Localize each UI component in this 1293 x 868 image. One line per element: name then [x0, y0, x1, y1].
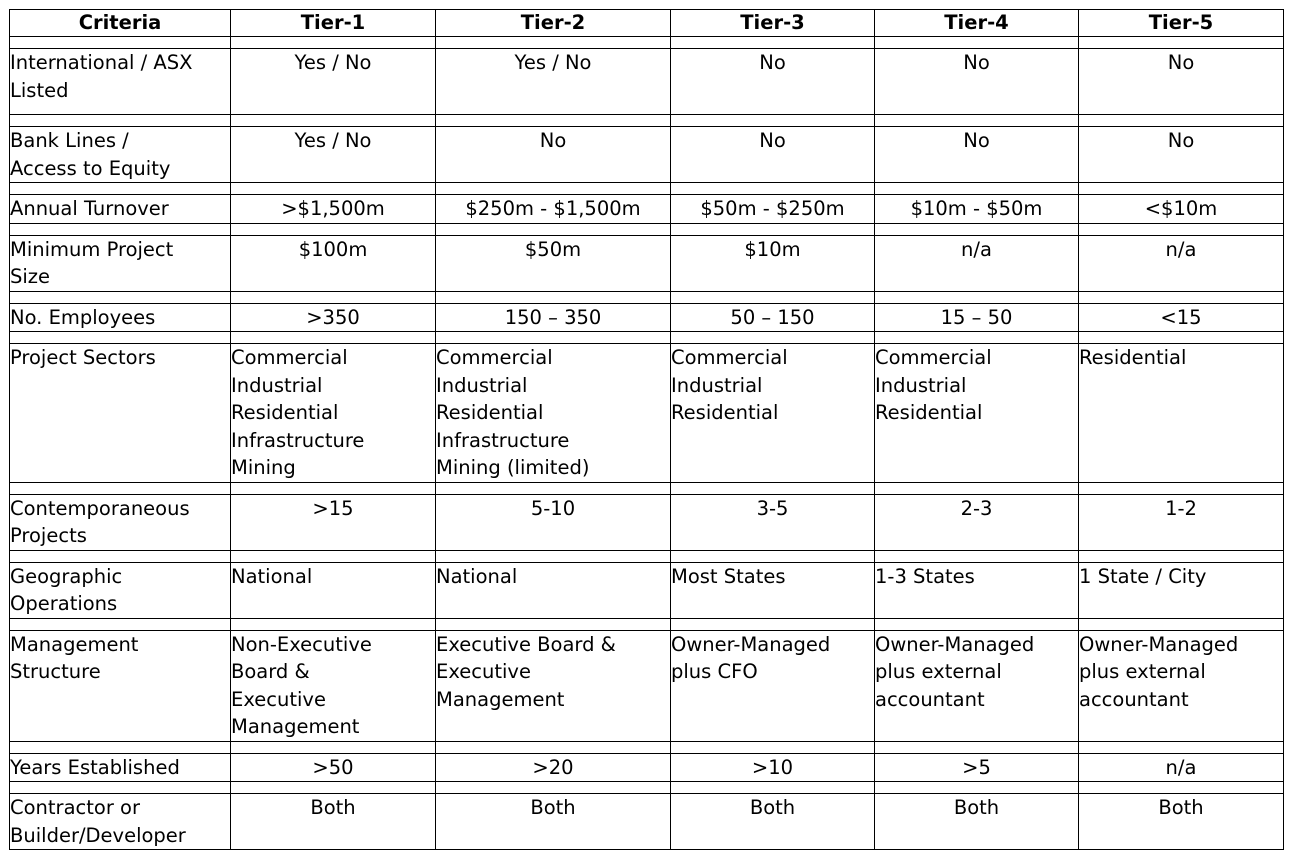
tier-criteria-table [9, 9, 1284, 850]
cell-line: Owner-Managed [671, 632, 831, 656]
criteria-line: Structure [10, 660, 101, 683]
spacer-cell [231, 115, 436, 127]
criteria-line: Contemporaneous [10, 496, 190, 520]
criteria-line: Bank Lines / [10, 129, 129, 152]
tier-5-cell [1079, 794, 1284, 850]
tier-5-cell [1079, 753, 1284, 782]
tier-3-cell [671, 494, 875, 550]
spacer-cell [231, 550, 436, 562]
cell-line: Yes / No [294, 129, 372, 152]
spacer-cell [671, 37, 875, 49]
cell-line: 2-3 [960, 496, 993, 520]
cell-line: Commercial [436, 346, 553, 369]
header-tier-1: Tier-1 [231, 10, 436, 37]
tier-5-cell [1079, 630, 1284, 741]
tier-4-cell [875, 344, 1079, 483]
spacer-cell [436, 37, 671, 49]
cell-line: 1-3 States [875, 564, 975, 588]
cell-line: 3-5 [756, 496, 789, 520]
tier-2-cell [436, 630, 671, 741]
cell-line: plus external [875, 660, 1002, 683]
spacer-cell [231, 782, 436, 794]
cell-line: Both [530, 796, 576, 819]
tier-1-cell [231, 127, 436, 183]
cell-line: <15 [1160, 305, 1202, 329]
criteria-cell [10, 303, 231, 332]
cell-line: Commercial [875, 346, 992, 369]
spacer-cell [436, 618, 671, 630]
spacer-cell [671, 741, 875, 753]
cell-line: 1-2 [1165, 496, 1197, 520]
tier-2-cell [436, 794, 671, 850]
tier-4-cell [875, 494, 1079, 550]
spacer-row [10, 550, 1284, 562]
tier-3-cell [671, 753, 875, 782]
criteria-cell [10, 630, 231, 741]
tier-2-cell [436, 303, 671, 332]
spacer-cell [436, 115, 671, 127]
cell-line: 1 State / City [1079, 564, 1207, 588]
spacer-cell [10, 223, 231, 235]
spacer-cell [436, 183, 671, 195]
tier-3-cell [671, 344, 875, 483]
tier-4-cell [875, 630, 1079, 741]
spacer-cell [436, 291, 671, 303]
tier-2-cell [436, 494, 671, 550]
spacer-cell [231, 183, 436, 195]
spacer-cell [231, 223, 436, 235]
cell-line: accountant [1079, 687, 1189, 711]
table-row [10, 753, 1284, 782]
spacer-cell [875, 37, 1079, 49]
criteria-cell [10, 562, 231, 618]
tier-3-cell [671, 794, 875, 850]
spacer-cell [671, 550, 875, 562]
spacer-row [10, 183, 1284, 195]
tier-3-cell [671, 49, 875, 115]
cell-line: Both [953, 796, 1000, 819]
criteria-cell [10, 235, 231, 291]
cell-line: n/a [961, 237, 992, 261]
spacer-cell [436, 782, 671, 794]
cell-line: No [1167, 129, 1195, 152]
cell-line: National [231, 564, 313, 588]
cell-line: accountant [875, 687, 985, 711]
spacer-row [10, 618, 1284, 630]
cell-line: 50 – 150 [730, 305, 815, 329]
cell-line: Yes / No [514, 51, 592, 74]
table-row [10, 127, 1284, 183]
spacer-row [10, 291, 1284, 303]
criteria-line: Size [10, 265, 51, 288]
spacer-row [10, 37, 1284, 49]
tier-3-cell [671, 562, 875, 618]
spacer-cell [875, 291, 1079, 303]
tier-5-cell [1079, 49, 1284, 115]
criteria-cell [10, 494, 231, 550]
spacer-cell [10, 183, 231, 195]
criteria-cell [10, 753, 231, 782]
spacer-cell [231, 332, 436, 344]
spacer-cell [10, 332, 231, 344]
tier-5-cell [1079, 303, 1284, 332]
tier-4-cell [875, 195, 1079, 224]
criteria-line: Years Established [10, 755, 180, 779]
criteria-line: Minimum Project [10, 237, 174, 261]
criteria-line: Listed [10, 78, 69, 102]
spacer-cell [875, 550, 1079, 562]
spacer-cell [875, 741, 1079, 753]
tier-1-cell [231, 562, 436, 618]
cell-line: >$1,500m [281, 197, 385, 220]
cell-line: <$10m [1144, 197, 1218, 220]
table-row [10, 303, 1284, 332]
tier-4-cell [875, 235, 1079, 291]
spacer-cell [231, 618, 436, 630]
cell-line: Executive Board & [436, 632, 616, 656]
tier-1-cell [231, 753, 436, 782]
cell-line: Residential [875, 401, 983, 424]
tier-1-cell [231, 49, 436, 115]
cell-line: National [436, 564, 518, 588]
header-tier-5: Tier-5 [1079, 10, 1284, 37]
spacer-cell [231, 291, 436, 303]
spacer-row [10, 223, 1284, 235]
cell-line: Yes / No [294, 51, 372, 74]
tier-2-cell [436, 562, 671, 618]
table-row [10, 562, 1284, 618]
spacer-row [10, 332, 1284, 344]
tier-2-cell [436, 127, 671, 183]
criteria-cell [10, 195, 231, 224]
tier-4-cell [875, 794, 1079, 850]
cell-line: Owner-Managed [875, 632, 1035, 656]
tier-1-cell [231, 235, 436, 291]
cell-line: Industrial [875, 373, 967, 397]
spacer-cell [1079, 37, 1284, 49]
spacer-cell [10, 741, 231, 753]
spacer-row [10, 115, 1284, 127]
header-criteria: Criteria [10, 10, 231, 37]
spacer-cell [10, 782, 231, 794]
spacer-cell [1079, 550, 1284, 562]
cell-line: Both [749, 796, 796, 819]
table-row [10, 794, 1284, 850]
cell-line: Commercial [231, 346, 348, 369]
cell-line: $10m - $50m [910, 197, 1043, 220]
criteria-line: Geographic [10, 564, 123, 588]
cell-line: No [963, 129, 990, 152]
spacer-cell [1079, 741, 1284, 753]
tier-5-cell [1079, 562, 1284, 618]
tier-2-cell [436, 235, 671, 291]
spacer-cell [875, 482, 1079, 494]
tier-1-cell [231, 303, 436, 332]
cell-line: No [539, 129, 567, 152]
spacer-cell [875, 618, 1079, 630]
cell-line: Mining [231, 456, 296, 479]
cell-line: n/a [1165, 237, 1197, 261]
header-tier-3: Tier-3 [671, 10, 875, 37]
criteria-line: Contractor or [10, 796, 140, 819]
cell-line: No [759, 129, 786, 152]
spacer-cell [1079, 183, 1284, 195]
spacer-cell [10, 550, 231, 562]
cell-line: 150 – 350 [504, 305, 602, 329]
cell-line: >10 [751, 755, 794, 779]
spacer-cell [10, 291, 231, 303]
tier-4-cell [875, 49, 1079, 115]
tier-3-cell [671, 127, 875, 183]
tier-4-cell [875, 303, 1079, 332]
spacer-cell [436, 482, 671, 494]
tier-5-cell [1079, 195, 1284, 224]
spacer-cell [671, 291, 875, 303]
cell-line: Infrastructure [436, 428, 570, 452]
header-tier-4: Tier-4 [875, 10, 1079, 37]
tier-4-cell [875, 127, 1079, 183]
table-row [10, 235, 1284, 291]
cell-line: Commercial [671, 346, 788, 369]
criteria-cell [10, 794, 231, 850]
cell-line: >5 [962, 755, 991, 779]
spacer-cell [875, 183, 1079, 195]
cell-line: $10m [744, 237, 801, 261]
cell-line: Infrastructure [231, 428, 365, 452]
tier-4-cell [875, 753, 1079, 782]
cell-line: plus CFO [671, 660, 758, 683]
spacer-cell [231, 37, 436, 49]
spacer-cell [671, 115, 875, 127]
criteria-cell [10, 49, 231, 115]
criteria-cell [10, 344, 231, 483]
spacer-cell [875, 782, 1079, 794]
criteria-line: International / ASX [10, 51, 193, 74]
spacer-cell [671, 482, 875, 494]
spacer-cell [1079, 115, 1284, 127]
tier-5-cell [1079, 235, 1284, 291]
cell-line: Both [1158, 796, 1204, 819]
tier-3-cell [671, 303, 875, 332]
cell-line: >350 [306, 305, 360, 329]
cell-line: Owner-Managed [1079, 632, 1239, 656]
cell-line: Board & [231, 660, 310, 683]
spacer-cell [1079, 223, 1284, 235]
cell-line: >50 [312, 755, 354, 779]
spacer-cell [1079, 618, 1284, 630]
cell-line: Both [310, 796, 356, 819]
cell-line: Residential [436, 401, 544, 424]
cell-line: Most States [671, 564, 786, 588]
cell-line: No [1167, 51, 1195, 74]
cell-line: Industrial [671, 373, 763, 397]
spacer-cell [231, 741, 436, 753]
spacer-cell [10, 482, 231, 494]
cell-line: No [963, 51, 990, 74]
cell-line: plus external [1079, 660, 1206, 683]
table-row [10, 195, 1284, 224]
tier-3-cell [671, 630, 875, 741]
table-row [10, 630, 1284, 741]
cell-line: $50m [524, 237, 582, 261]
spacer-row [10, 782, 1284, 794]
tier-5-cell [1079, 494, 1284, 550]
spacer-cell [10, 37, 231, 49]
spacer-cell [1079, 482, 1284, 494]
tier-2-cell [436, 49, 671, 115]
criteria-cell [10, 127, 231, 183]
cell-line: 15 – 50 [940, 305, 1013, 329]
cell-line: Industrial [231, 373, 323, 397]
cell-line: No [759, 51, 786, 74]
spacer-cell [231, 482, 436, 494]
spacer-cell [875, 115, 1079, 127]
criteria-line: Projects [10, 524, 87, 547]
spacer-cell [10, 115, 231, 127]
tier-1-cell [231, 494, 436, 550]
cell-line: $50m - $250m [700, 197, 845, 220]
spacer-cell [671, 618, 875, 630]
spacer-cell [671, 183, 875, 195]
spacer-cell [436, 550, 671, 562]
tier-1-cell [231, 344, 436, 483]
spacer-cell [436, 223, 671, 235]
criteria-line: Operations [10, 592, 118, 615]
criteria-line: Access to Equity [10, 156, 171, 180]
criteria-line: Annual Turnover [10, 197, 169, 220]
cell-line: Residential [1079, 346, 1187, 369]
tier-5-cell [1079, 344, 1284, 483]
spacer-cell [436, 332, 671, 344]
tier-1-cell [231, 630, 436, 741]
table-row [10, 344, 1284, 483]
tier-5-cell [1079, 127, 1284, 183]
table-row [10, 49, 1284, 115]
criteria-line: No. Employees [10, 305, 156, 329]
header-tier-2: Tier-2 [436, 10, 671, 37]
cell-line: $100m [298, 237, 368, 261]
spacer-cell [875, 223, 1079, 235]
spacer-cell [10, 618, 231, 630]
table-body [10, 37, 1284, 850]
spacer-row [10, 741, 1284, 753]
tier-4-cell [875, 562, 1079, 618]
cell-line: Residential [671, 401, 779, 424]
spacer-cell [875, 332, 1079, 344]
spacer-cell [671, 782, 875, 794]
spacer-cell [1079, 332, 1284, 344]
tier-2-cell [436, 195, 671, 224]
header-row [10, 10, 1284, 37]
spacer-cell [671, 223, 875, 235]
criteria-line: Builder/Developer [10, 823, 186, 847]
cell-line: 5-10 [530, 496, 576, 520]
table-row [10, 494, 1284, 550]
cell-line: n/a [1165, 755, 1197, 779]
tier-2-cell [436, 753, 671, 782]
cell-line: Mining (limited) [436, 456, 590, 479]
cell-line: Executive [231, 687, 326, 711]
spacer-row [10, 482, 1284, 494]
tier-3-cell [671, 235, 875, 291]
tier-1-cell [231, 195, 436, 224]
cell-line: $250m - $1,500m [465, 197, 641, 220]
criteria-line: Management [10, 632, 139, 656]
cell-line: Management [436, 687, 565, 711]
tier-3-cell [671, 195, 875, 224]
tier-1-cell [231, 794, 436, 850]
spacer-cell [1079, 782, 1284, 794]
criteria-line: Project Sectors [10, 346, 156, 369]
spacer-cell [671, 332, 875, 344]
cell-line: >20 [532, 755, 574, 779]
cell-line: >15 [312, 496, 354, 520]
cell-line: Executive [436, 660, 531, 683]
cell-line: Non-Executive [231, 632, 372, 656]
spacer-cell [1079, 291, 1284, 303]
cell-line: Management [231, 715, 360, 738]
spacer-cell [436, 741, 671, 753]
cell-line: Industrial [436, 373, 528, 397]
cell-line: Residential [231, 401, 339, 424]
tier-2-cell [436, 344, 671, 483]
